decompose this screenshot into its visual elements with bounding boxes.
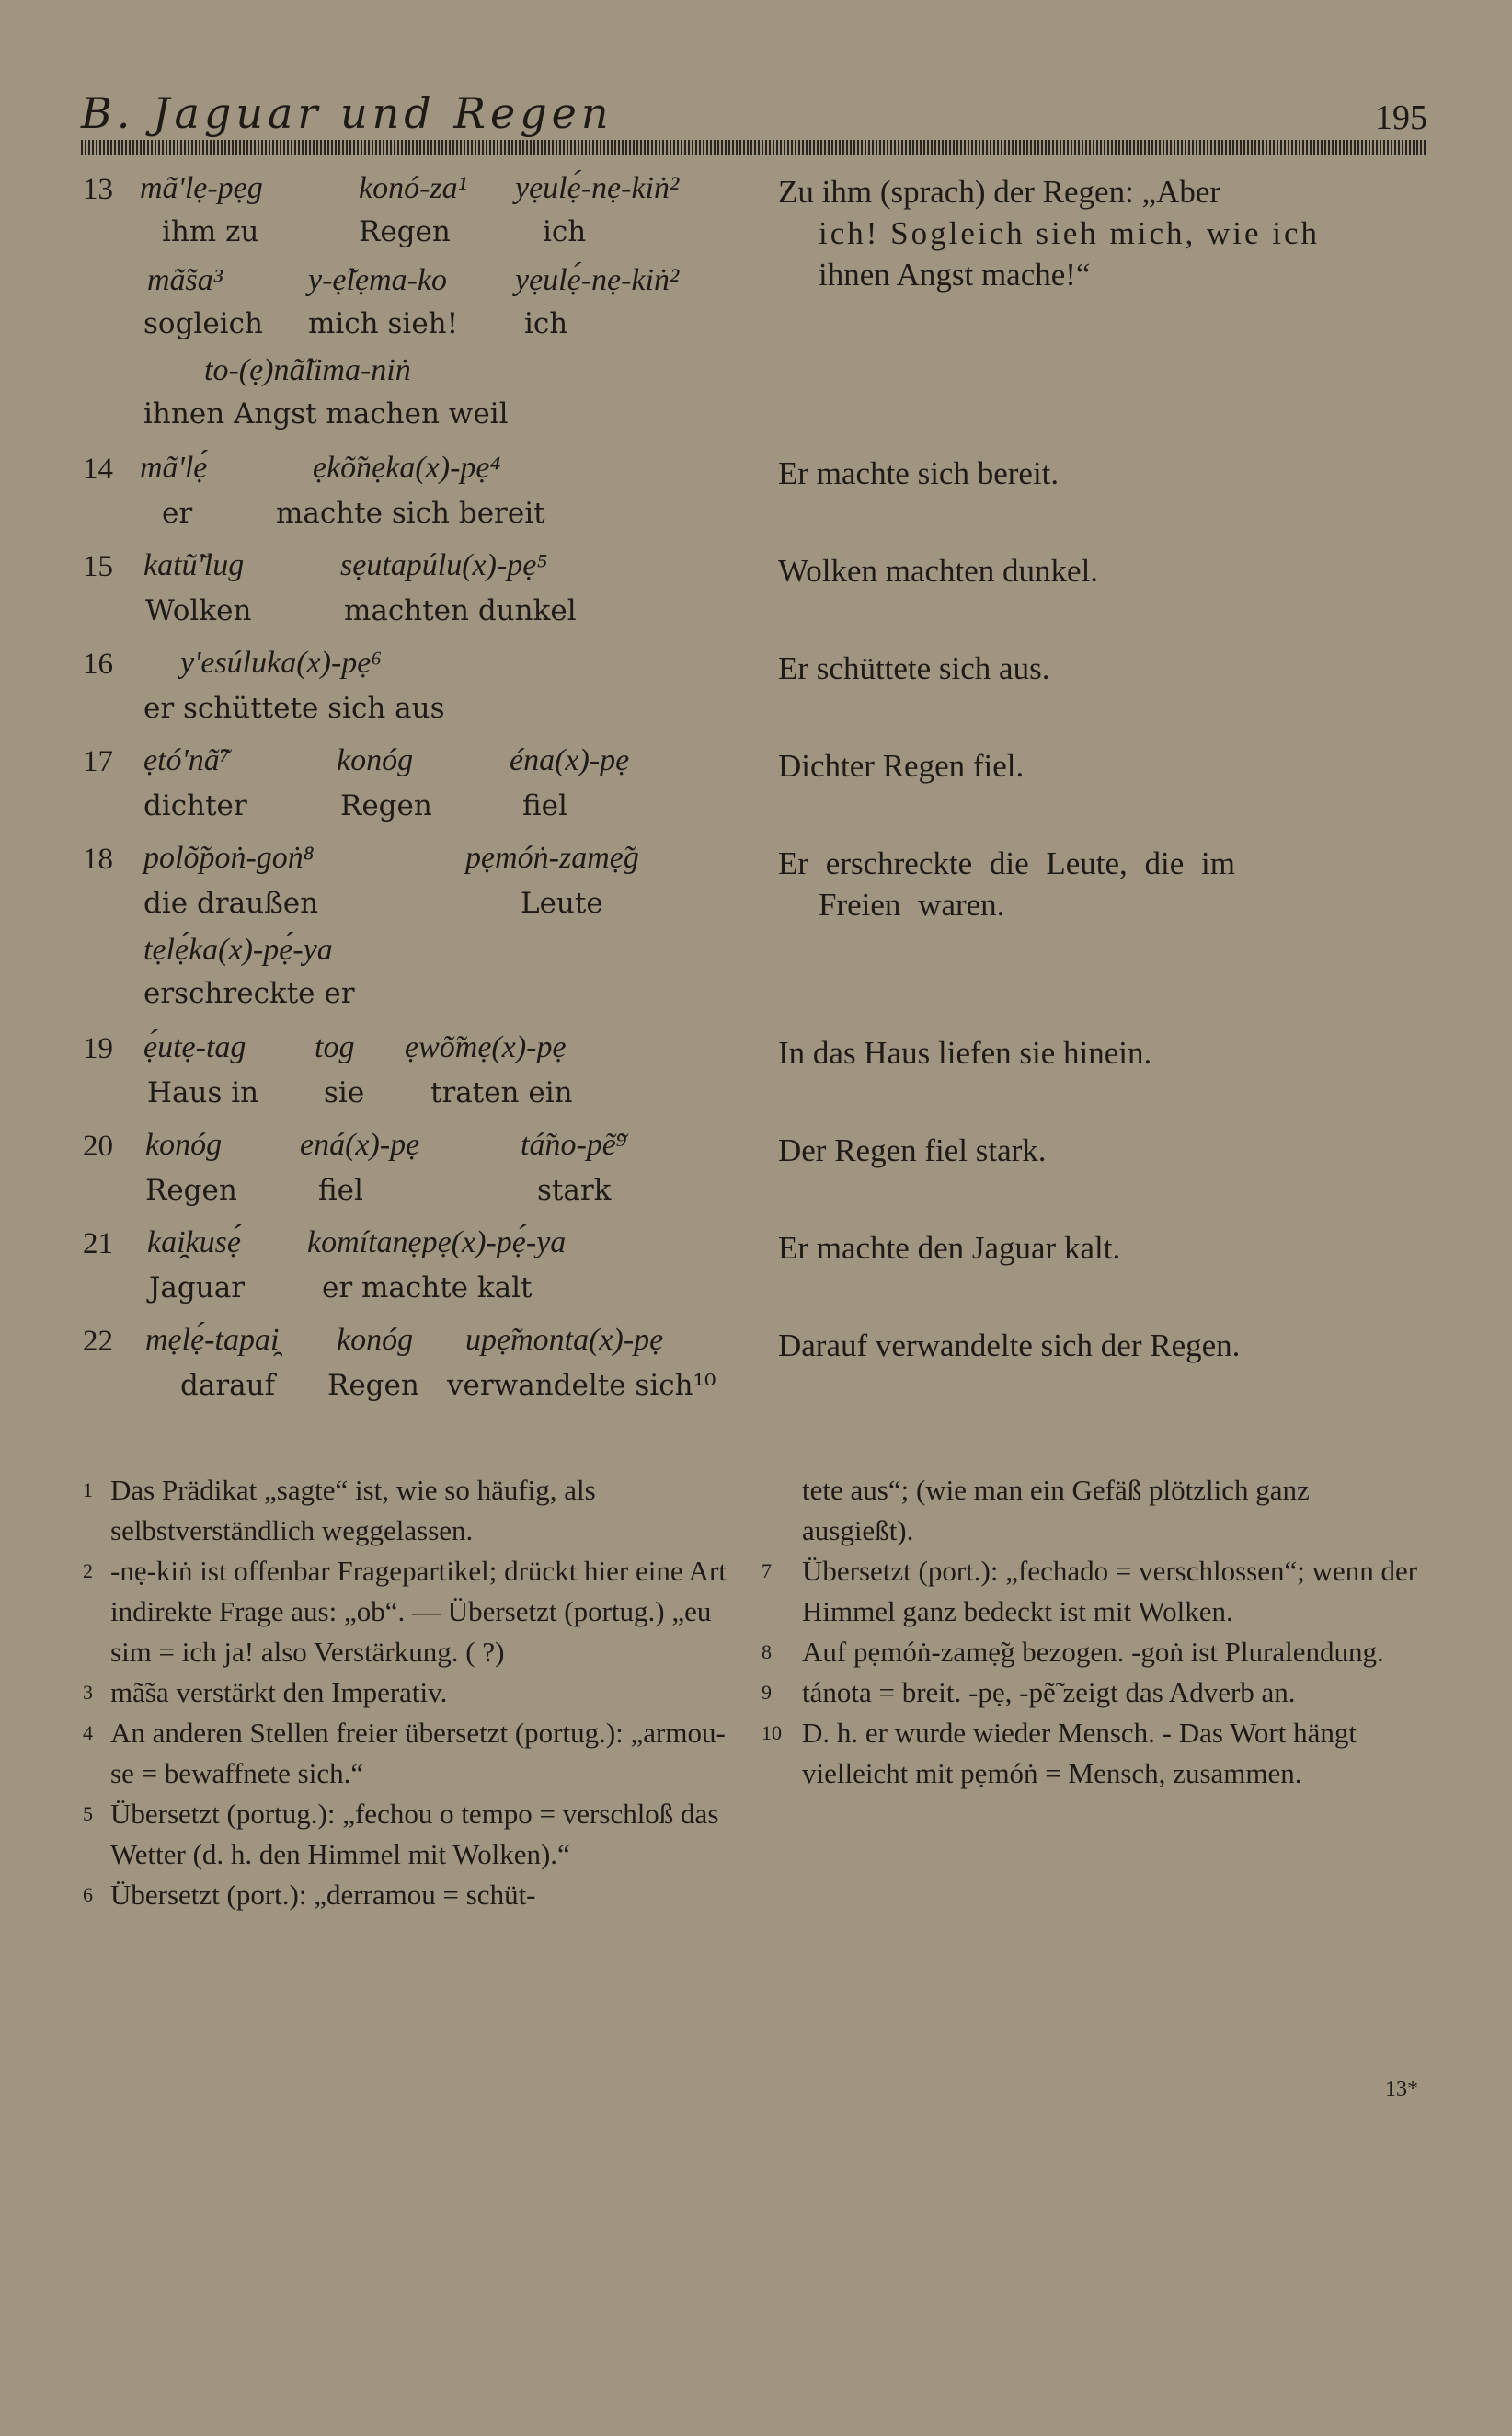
- word-gloss: Leute: [521, 887, 603, 920]
- footnote: [83, 1470, 736, 1551]
- translation: [778, 843, 1422, 925]
- word-native: ẹtó'nã̃⁷: [143, 743, 231, 777]
- footnote-text: tete aus“; (wie man ein Gefäß plötzlich ganz ausgießt).: [802, 1474, 1310, 1546]
- footnote-text: Übersetzt (port.): „fechado = verschlossen“; wenn der Himmel ganz bedeckt ist mit Wolken.: [802, 1555, 1418, 1627]
- footnote-text: tánota = breit. -pẹ, -pẽ̃ zeigt das Adverb an.: [802, 1676, 1296, 1708]
- word-native: éna(x)-pẹ: [510, 743, 630, 777]
- line-number: 15: [83, 550, 113, 583]
- translation: [778, 648, 1422, 689]
- word-gloss: ihm zu: [162, 215, 259, 248]
- word-gloss: machten dunkel: [344, 594, 577, 627]
- word-native: ẹwõ̃mẹ(x)-pẹ: [405, 1030, 567, 1064]
- translation: [778, 1130, 1422, 1171]
- footnote-mark: 6: [83, 1883, 93, 1906]
- translation-line: Er machte den Jaguar kalt.: [778, 1230, 1121, 1266]
- footnote-mark: 4: [83, 1721, 93, 1744]
- line-number: 21: [83, 1227, 113, 1260]
- line-number: 19: [83, 1032, 113, 1065]
- word-native: ẹkõ̃nẹka(x)-pẹ⁴: [313, 451, 501, 485]
- word-native: konóg: [145, 1128, 223, 1162]
- word-native: upẹ̃monta(x)-pẹ: [465, 1323, 664, 1357]
- word-native: ẹ́utẹ-tag: [143, 1030, 246, 1064]
- word-native: tá̃no-pẽ̃⁹: [521, 1128, 627, 1162]
- word-native: yẹulẹ́-nẹ-kiṅ²: [515, 171, 680, 205]
- word-gloss: erschreckte er: [143, 977, 355, 1010]
- word-native: konóg: [337, 1323, 414, 1357]
- footnote-mark: 5: [83, 1802, 93, 1825]
- word-native: katũ̃'lug: [143, 548, 245, 582]
- footnote: [83, 1551, 736, 1672]
- translation-line: Dichter Regen fiel.: [778, 748, 1025, 784]
- word-native: tog: [315, 1030, 355, 1064]
- word-gloss: ihnen Angst machen weil: [143, 397, 509, 431]
- word-native: mã̃sa³: [147, 263, 223, 297]
- word-native: mẹlẹ́-tapai̯: [145, 1323, 280, 1357]
- word-native: y'esúluka(x)-pẹ⁶: [180, 646, 383, 680]
- footnote: [762, 1470, 1426, 1551]
- line-number: 14: [83, 453, 113, 486]
- word-gloss: Regen: [145, 1174, 237, 1207]
- word-gloss: Regen: [340, 789, 432, 822]
- word-native: sẹutapúlu(x)-pẹ⁵: [340, 548, 548, 582]
- line-number: 13: [83, 173, 113, 206]
- footnote-mark: 9: [762, 1681, 772, 1704]
- word-gloss: Jaguar: [149, 1271, 246, 1304]
- word-gloss: sogleich: [143, 307, 263, 340]
- line-number: 22: [83, 1325, 113, 1358]
- word-native: mã'lẹ-pẹg: [140, 171, 263, 205]
- word-gloss: Regen: [327, 1369, 419, 1402]
- footnotes-right-column: [762, 1470, 1426, 1794]
- translation: [778, 171, 1422, 295]
- footnote-text: Das Prädikat „sagte“ ist, wie so häufig, als selbstverständlich weggelassen.: [110, 1474, 596, 1546]
- word-native: ená(x)-pẹ: [300, 1128, 420, 1162]
- translation-line: Er schüttete sich aus.: [778, 650, 1050, 686]
- word-native: to-(ẹ)nã̃lima-niṅ: [204, 353, 411, 387]
- page-header-title: B. Jaguar und Regen: [81, 88, 613, 138]
- word-native: yẹulẹ́-nẹ-kiṅ²: [515, 263, 680, 297]
- word-gloss: stark: [537, 1174, 612, 1207]
- line-number: 18: [83, 843, 113, 876]
- line-number: 16: [83, 648, 113, 681]
- word-native: tẹlẹ́ka(x)-pẹ́-ya: [143, 933, 333, 967]
- footnote-mark: 8: [762, 1640, 772, 1663]
- word-native: polõ̃poṅ-goṅ⁸: [143, 841, 315, 875]
- word-native: konó-za¹: [359, 171, 467, 205]
- word-native: kai̯kusẹ́: [147, 1225, 241, 1259]
- word-gloss: Haus in: [147, 1076, 259, 1109]
- footnote-text: An anderen Stellen freier übersetzt (portug.): „armou-se = bewaffnete sich.“: [110, 1717, 726, 1789]
- word-gloss: darauf: [180, 1369, 276, 1402]
- translation-line: Der Regen fiel stark.: [778, 1132, 1047, 1168]
- word-gloss: er machte kalt: [322, 1271, 533, 1304]
- footnote-text: D. h. er wurde wieder Mensch. - Das Wort hängt vielleicht mit pẹmóṅ = Mensch, zusammen.: [802, 1717, 1357, 1789]
- translation-line: Zu ihm (sprach) der Regen: „Aber: [778, 174, 1221, 210]
- signature-mark: 13*: [1385, 2077, 1418, 2101]
- word-gloss: fiel: [318, 1174, 363, 1207]
- footnotes-left-column: [83, 1470, 736, 1915]
- translation-line: Freien waren.: [819, 887, 1005, 923]
- page-number: 195: [1375, 98, 1427, 137]
- footnote-text: Übersetzt (port.): „derramou = schüt-: [110, 1879, 536, 1911]
- footnote: [762, 1713, 1426, 1794]
- footnote-text: Auf pẹmóṅ-zamẹ̃g bezogen. -goṅ ist Pluralendung.: [802, 1636, 1384, 1668]
- footnote: [83, 1672, 736, 1713]
- footnote: [762, 1551, 1426, 1632]
- word-gloss: die draußen: [143, 887, 319, 920]
- translation: [778, 1227, 1422, 1269]
- footnote-mark: 7: [762, 1559, 772, 1582]
- footnote-mark: 2: [83, 1559, 93, 1582]
- word-gloss: Wolken: [145, 594, 252, 627]
- translation: [778, 550, 1422, 592]
- translation-line: In das Haus liefen sie hinein.: [778, 1035, 1152, 1071]
- word-gloss: sie: [324, 1076, 365, 1109]
- word-gloss: machte sich bereit: [276, 497, 545, 530]
- translation: [778, 1032, 1422, 1074]
- word-gloss: verwandelte sich¹⁰: [447, 1369, 716, 1402]
- word-gloss: ich: [543, 215, 587, 248]
- word-native: konóg: [337, 743, 414, 777]
- footnote: [762, 1672, 1426, 1713]
- footnote-mark: 3: [83, 1681, 93, 1704]
- translation-line: Wolken machten dunkel.: [778, 553, 1099, 589]
- word-native: komítanẹpẹ(x)-pẹ́-ya: [307, 1225, 567, 1259]
- word-gloss: dichter: [143, 789, 247, 822]
- translation-line: ihnen Angst mache!“: [819, 257, 1091, 293]
- footnote-text: Übersetzt (portug.): „fechou o tempo = verschloß das Wetter (d. h. den Himmel mit Wolken).“: [110, 1798, 719, 1870]
- word-gloss: fiel: [522, 789, 567, 822]
- translation-line: Er machte sich bereit.: [778, 455, 1060, 491]
- footnote: [83, 1794, 736, 1875]
- word-gloss: traten ein: [430, 1076, 573, 1109]
- word-native: mã'lẹ́: [140, 451, 208, 485]
- footnote-text: -nẹ-kiṅ ist offenbar Fragepartikel; drückt hier eine Art indirekte Frage aus: „ob“. — Übersetzt (portug.) „eu sim = ich ja! also Verstärkung. ( ?): [110, 1555, 727, 1668]
- translation: [778, 453, 1422, 494]
- footnote-mark: 1: [83, 1478, 93, 1501]
- footnote-text: mã̃sa verstärkt den Imperativ.: [110, 1676, 448, 1708]
- word-gloss: er schüttete sich aus: [143, 692, 445, 725]
- translation-line: Er erschreckte die Leute, die im: [778, 845, 1236, 881]
- word-gloss: mich sieh!: [308, 307, 459, 340]
- word-gloss: Regen: [359, 215, 451, 248]
- footnote: [83, 1713, 736, 1794]
- word-native: pẹmóṅ-zamẹ̃g: [465, 841, 639, 875]
- footnote: [762, 1632, 1426, 1672]
- line-number: 20: [83, 1130, 113, 1163]
- header-rule: [81, 140, 1427, 155]
- translation-line: ich! Sogleich sieh mich, wie ich: [819, 215, 1321, 251]
- translation: [778, 745, 1422, 787]
- footnote: [83, 1875, 736, 1915]
- word-gloss: ich: [524, 307, 568, 340]
- line-number: 17: [83, 745, 113, 778]
- footnote-mark: 10: [762, 1721, 782, 1744]
- translation: [778, 1325, 1422, 1366]
- word-gloss: er: [162, 497, 193, 530]
- translation-line: Darauf verwandelte sich der Regen.: [778, 1327, 1241, 1363]
- word-native: y-ẹ̃lẹma-ko: [308, 263, 448, 297]
